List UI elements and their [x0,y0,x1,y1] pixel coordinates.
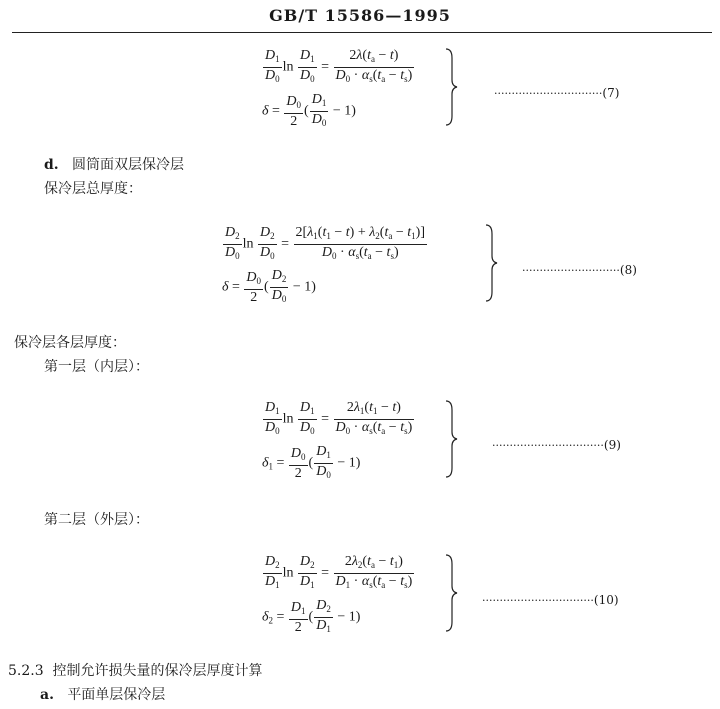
equation-10-brace [444,554,458,632]
equation-8-number: ····························(8) [522,263,637,277]
first-layer-label: 第一层（内层）： [44,359,149,375]
equation-9-brace [444,400,458,478]
equation-7-brace [444,48,458,126]
section-a-heading: a. 平面单层保冷层 [40,687,166,703]
page-header: GB/T 15586—1995 [269,6,451,25]
equation-8-brace [484,224,498,302]
header-rule [12,32,712,33]
equation-8-line-2: δ = $\frac{D_0}{2}$ ( $\frac{D_2}{D_0}$ − 1) [222,268,316,305]
equation-7-number: ·······························(7) [494,86,620,100]
equation-10-line-1: $\frac{D_2}{D_1}$ ln $\frac{D_2}{D_1}$ = $\frac{2\lambda_2(t_a - t_1)}{D_1 \cdot \alpha_s(t_a - t_s)}$ [265,554,413,590]
equation-9-line-1: $\frac{D_1}{D_0}$ ln $\frac{D_1}{D_0}$ = $\frac{2\lambda_1(t_1 - t)}{D_0 \cdot \alpha_s(t_a - t_s)}$ [265,400,413,436]
section-d-heading: d. 圆筒面双层保冷层 [44,157,185,173]
layer-thickness-label: 保冷层各层厚度： [14,335,126,351]
equation-10-line-2: $\delta_2$ = $\frac{D_1}{2}$ ( $\frac{D_2}{D_1}$ − 1) [262,598,361,635]
section-5-2-3-heading: 5.2.3 控制允许损失量的保冷层厚度计算 [8,663,263,679]
equation-9-line-2: $\delta_1$ = $\frac{D_0}{2}$ ( $\frac{D_1}{D_0}$ − 1) [262,444,361,481]
equation-10-number: ································(10) [482,593,619,607]
second-layer-label: 第二层（外层）： [44,512,149,528]
equation-9-number: ································(9) [492,438,621,452]
equation-8-line-1: $\frac{D_2}{D_0}$ ln $\frac{D_2}{D_0}$ = $\frac{2[\lambda_1(t_1 - t) + \lambda_2(t_a - t_1)]}{D_0 \cdot \alpha_s(t_a - t_s)}$ [225,225,425,261]
equation-7-line-1: $\frac{D_1}{D_0}$ ln $\frac{D_1}{D_0}$ = $\frac{2\lambda(t_a - t)}{D_0 \cdot \alpha_s(t_a - t_s)}$ [265,48,413,84]
total-thickness-label: 保冷层总厚度： [44,181,142,197]
equation-7-line-2: δ = $\frac{D_0}{2}$ ( $\frac{D_1}{D_0}$ − 1) [262,92,356,129]
